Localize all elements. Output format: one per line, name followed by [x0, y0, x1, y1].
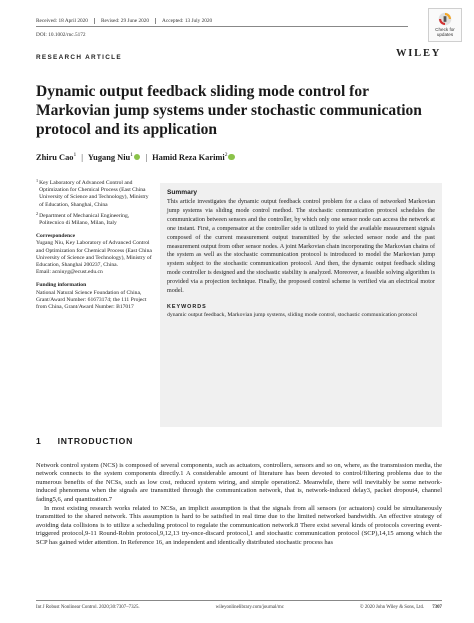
publication-history [36, 15, 408, 27]
section-number: 1 [36, 436, 42, 446]
journal-url[interactable]: wileyonlinelibrary.com/journal/rnc [215, 604, 284, 610]
orcid-icon[interactable] [134, 154, 141, 161]
affiliation: 2 Department of Mechanical Engineering, Politecnico di Milano, Milan, Italy [36, 210, 130, 227]
funding-body: National Natural Science Foundation of China, Grant/Award Number: 61673174; the 111 Project from China, Grant/Award Number: B17017 [36, 289, 147, 311]
paragraph: Network control system (NCS) is composed of several components, such as actuators, controllers, sensors and so on, where, as the transmission media, the network connects to the system components directly.1 A considerable amount of literature has been devoted to control/filtering problems due to the numerous benefits of the NCSs, such as low cost, reduced system wiring, and simple operation2. Meanwhile, there will inevitably be some network-induced phenomena when the signals are transmitted through the communication network, that is, network-induced delay3, packet dropout4, channel fading5,6, and quantization.7 [36, 462, 442, 503]
section-heading [36, 436, 133, 446]
summary-heading: Summary [167, 189, 198, 196]
check-for-updates-icon [438, 12, 452, 26]
keywords-text: dynamic output feedback, Markovian jump systems, sliding mode control, stochastic communication protocol [167, 311, 418, 318]
check-for-updates-label: Check for updates [435, 27, 455, 37]
page-footer [36, 600, 442, 610]
author[interactable]: Yugang Niu$^1$ [88, 153, 141, 162]
revised-date: Revised: 29 June 2020 [101, 18, 156, 24]
summary-box [160, 183, 442, 427]
accepted-date: Accepted: 13 July 2020 [162, 17, 213, 24]
section-title: INTRODUCTION [57, 436, 134, 446]
copyright: © 2020 John Wiley & Sons, Ltd. 7307 [359, 604, 442, 610]
doi[interactable]: DOI: 10.1002/rnc.5172 [36, 32, 86, 38]
author-separator: | [145, 153, 148, 162]
author-list [36, 153, 235, 162]
paper-title: Dynamic output feedback sliding mode control for Markovian jump systems under stochastic communication protocol and its application [36, 83, 422, 138]
orcid-icon[interactable] [228, 154, 235, 161]
correspondence-heading: Correspondence [36, 233, 76, 240]
paragraph: In most existing research works related to NCSs, an implicit assumption is that the signals from all sensors (or actuators) could be simultaneously transmitted to the shared network. This assumption is hard to be satisfied in real time due to the limited networked bandwidth. An effective strategy of avoiding data collisions is to utilize a scheduling protocol to regulate the communication network.8 There exist several kinds of protocols covering event-triggered protocol,9-11 Round-Robin protocol,9,12,13 try-once-discard protocol,1 and stochastic communication protocol (SCP),14,15 among which the SCP has gained wider attention. In Reference 16, an independent and identically distributed stochastic process has [36, 505, 442, 546]
author[interactable]: Zhiru Cao$^1$ [36, 152, 77, 162]
keywords-heading: KEYWORDS [167, 303, 207, 310]
correspondence-body: Yugang Niu, Key Laboratory of Advanced Control and Optimization for Chemical Process (East China University of Science and Technology), Ministry of Education, Shanghai 200237, China. Email: acniuyg@ecust.edu.cn [36, 240, 154, 276]
affiliation: 1 Key Laboratory of Advanced Control and Optimization for Chemical Process (East China University of Science and Technology), Ministry of Education, Shanghai, China [36, 178, 149, 208]
correspondence-email[interactable]: Email: acniuyg@ecust.edu.cn [36, 269, 103, 276]
author-separator: | [81, 153, 83, 162]
publisher-logo: WILEY [396, 48, 442, 59]
article-type: RESEARCH ARTICLE [36, 54, 122, 61]
check-for-updates-badge[interactable] [428, 8, 462, 42]
author-info-sidebar [36, 180, 154, 311]
summary-text: This article investigates the dynamic output feedback control problem for a class of networked Markovian jump systems via sliding mode control method. The stochastic communication protocol schedules the communication between sensors and the controller, by which only one sensor node can access the network at one instant. First, a compensator at the controller side is utilized to yield the available measurement signals composed of the current measurement output transmitted by the selected sensor node and the past measurement output from other sensor nodes. A joint Markovian chain incorporating the Markovian chains of the system as well as the stochastic communication protocol is introduced to model the Markovian jump system subject to the stochastic communication protocol. And then, the dynamic output feedback sliding mode controller is designed and the stochastic stability is analyzed. Moreover, a feasible solving algorithm is provided via a projection technique. Finally, the proposed control scheme is verified via an electrical motor model. [167, 199, 435, 295]
author[interactable]: Hamid Reza Karimi$^2$ [152, 153, 235, 162]
page-number: 7307 [432, 604, 442, 610]
journal-citation: Int J Robust Nonlinear Control. 2020;30:7307–7325. [36, 604, 140, 610]
funding-heading: Funding information [36, 282, 87, 289]
received-date: Received: 18 April 2020 [36, 18, 95, 24]
body-text [36, 462, 442, 548]
